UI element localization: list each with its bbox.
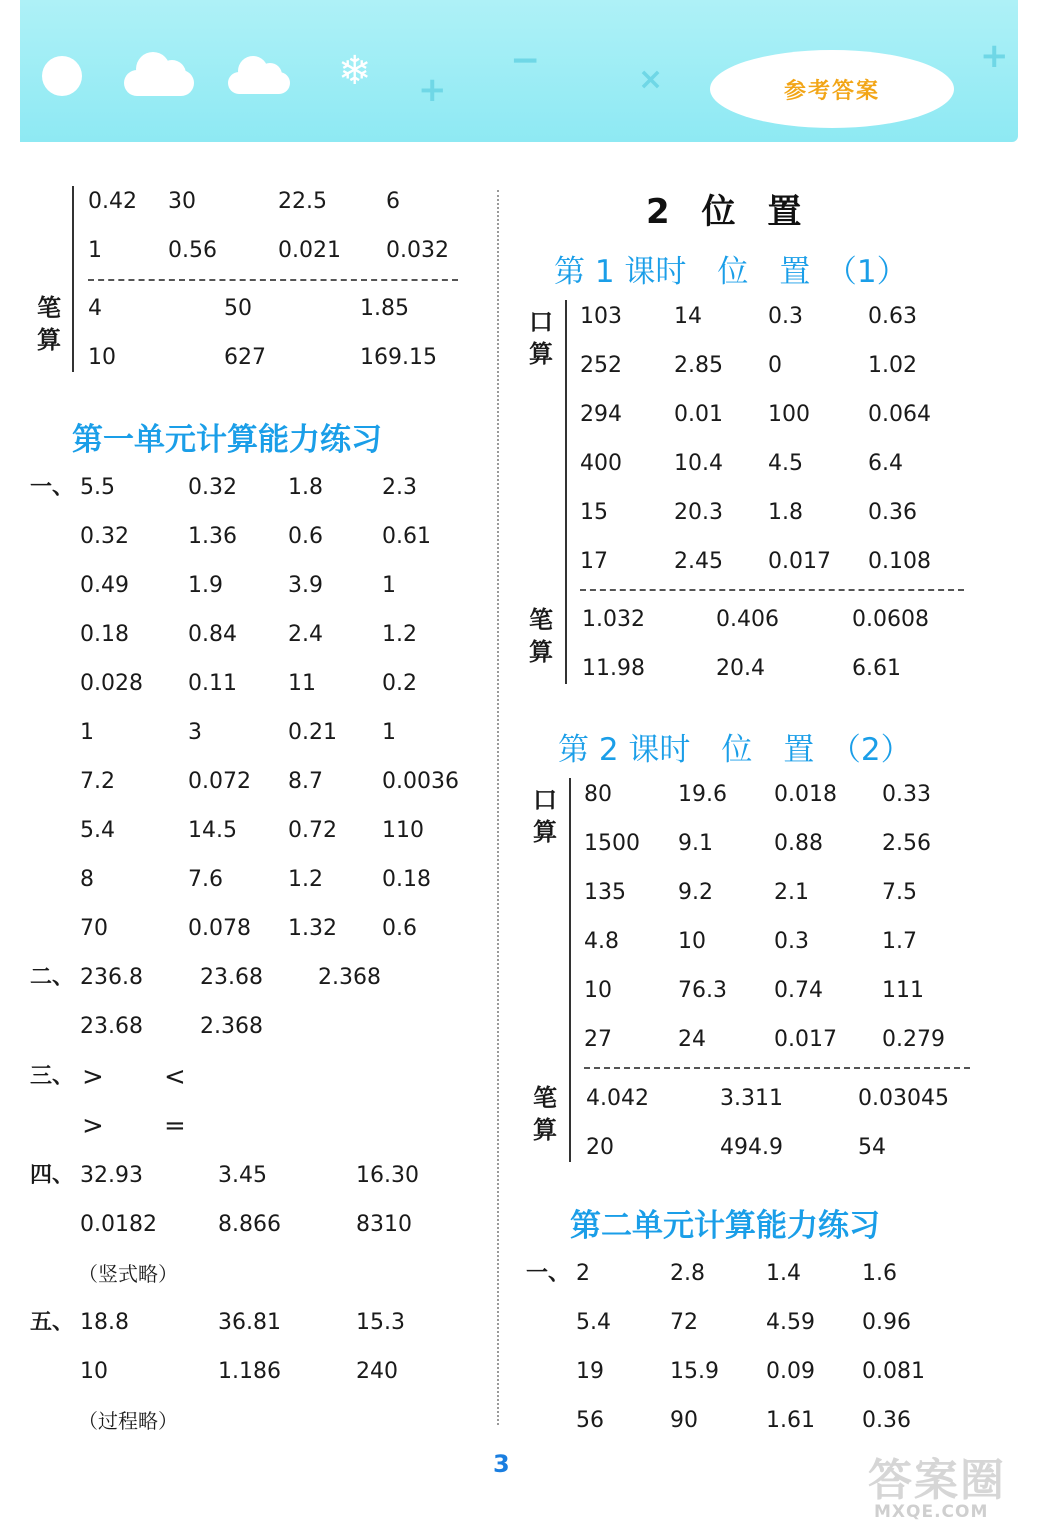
- sun-icon: [42, 56, 82, 96]
- question-number: 三、: [30, 1064, 75, 1089]
- oral-calc-label: 口 算: [529, 308, 553, 368]
- cloud-icon: [124, 70, 194, 96]
- bracket-line: [72, 186, 74, 372]
- question-number: 五、: [30, 1310, 75, 1335]
- watermark-logo: 答案圈: [868, 1455, 1006, 1506]
- dashed-separator: [88, 279, 458, 281]
- oral-calc-label: 口 算: [533, 786, 557, 846]
- lesson-title: 第 2 课时 位 置 （2）: [558, 732, 912, 768]
- page-number: 3: [493, 1450, 510, 1478]
- answer-key-badge: 参考答案: [710, 50, 954, 128]
- written-calc-label: 笔 算: [37, 294, 61, 354]
- written-calc-label: 笔 算: [529, 606, 553, 666]
- section-title: 第二单元计算能力练习: [570, 1208, 880, 1244]
- header-banner: [20, 0, 1018, 142]
- dashed-separator: [580, 589, 964, 591]
- watermark-url: MXQE.COM: [874, 1502, 989, 1522]
- plus-icon: +: [980, 36, 1009, 76]
- snowflake-icon: ❄: [338, 48, 372, 94]
- question-number: 一、: [30, 475, 75, 500]
- rain-cloud-icon: [228, 72, 290, 94]
- bracket-line: [565, 300, 567, 684]
- lesson-title: 第 1 课时 位 置 （1）: [554, 254, 908, 290]
- dashed-separator: [584, 1067, 970, 1069]
- plus-icon: +: [418, 70, 447, 110]
- question-number: 一、: [526, 1261, 571, 1286]
- column-divider: [497, 190, 499, 1425]
- unit-title: 2 位 置: [646, 192, 812, 232]
- bracket-line: [569, 778, 571, 1162]
- question-number: 四、: [30, 1163, 75, 1188]
- question-number: 二、: [30, 965, 75, 990]
- written-calc-label: 笔 算: [533, 1084, 557, 1144]
- minus-icon: −: [510, 40, 541, 81]
- section-title: 第一单元计算能力练习: [72, 422, 382, 458]
- times-icon: ×: [638, 62, 664, 97]
- watermark: [868, 1440, 1028, 1530]
